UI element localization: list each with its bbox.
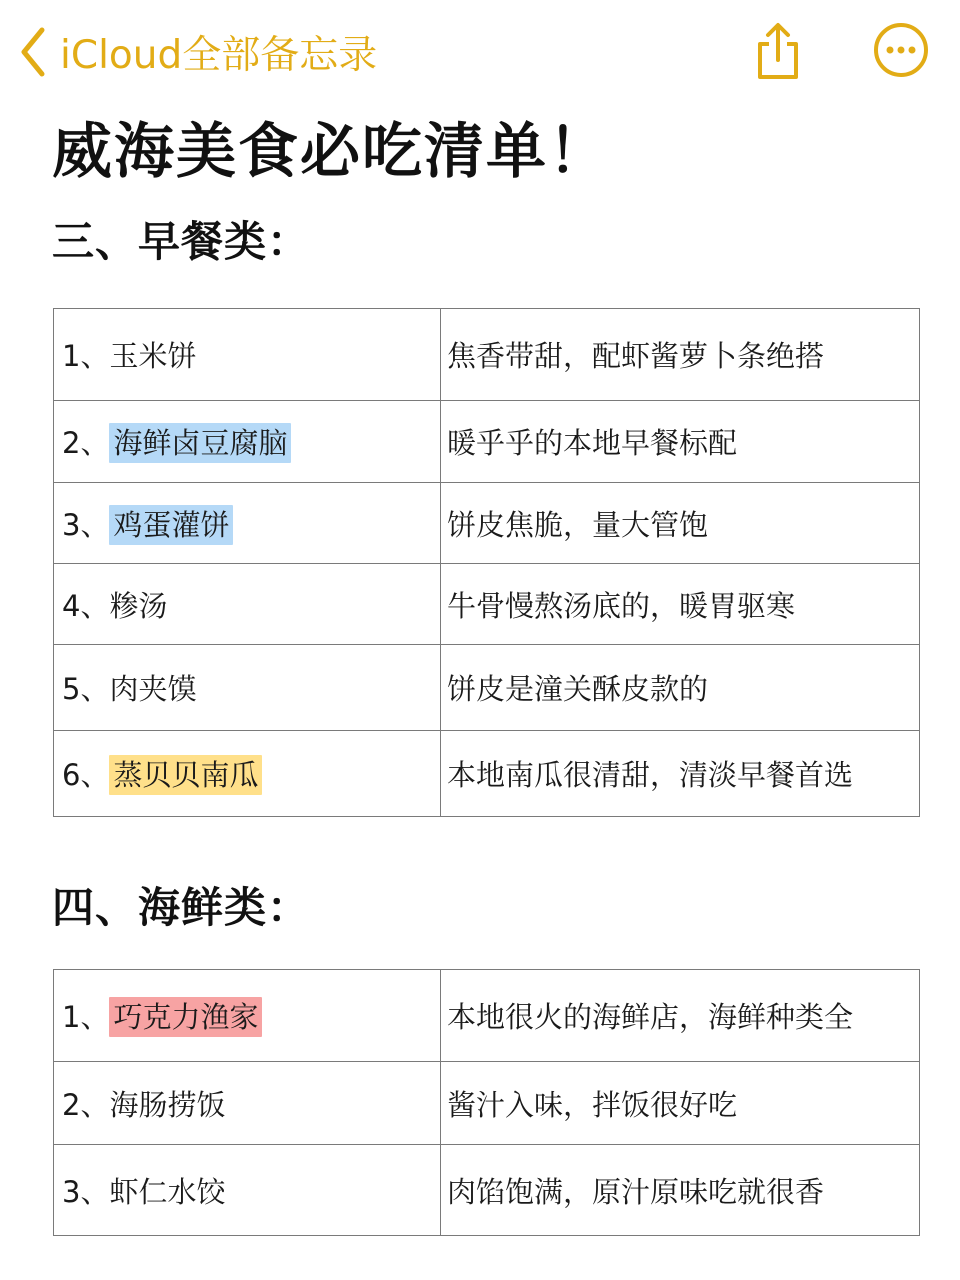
dish-description: 本地很火的海鲜店，海鲜种类全 bbox=[447, 1000, 854, 1034]
row-number: 2、 bbox=[62, 1087, 110, 1122]
chevron-left-icon bbox=[18, 26, 48, 78]
row-number: 1、 bbox=[62, 339, 110, 373]
table-cell-desc[interactable] bbox=[441, 970, 920, 1062]
back-label: iCloud全部备忘录 bbox=[60, 33, 378, 78]
note-title[interactable]: 威海美食必吃清单！ bbox=[52, 117, 610, 187]
dish-description: 暖乎乎的本地早餐标配 bbox=[447, 426, 738, 460]
back-button[interactable] bbox=[18, 24, 377, 80]
table-cell-desc[interactable] bbox=[441, 1145, 920, 1236]
table-cell-desc[interactable] bbox=[441, 483, 920, 564]
table-row bbox=[54, 970, 920, 1062]
dish-name: 蒸贝贝南瓜 bbox=[109, 755, 262, 795]
table-row bbox=[54, 564, 920, 645]
dish-name: 鸡蛋灌饼 bbox=[109, 505, 233, 545]
row-number: 1、 bbox=[62, 1000, 110, 1034]
more-button[interactable] bbox=[873, 22, 929, 78]
row-number: 5、 bbox=[62, 672, 110, 706]
dish-name: 海鲜卤豆腐脑 bbox=[109, 423, 291, 463]
navigation-bar bbox=[0, 0, 960, 110]
row-number: 3、 bbox=[62, 507, 110, 542]
table-cell-desc[interactable] bbox=[441, 564, 920, 645]
table-cell-desc[interactable] bbox=[441, 1062, 920, 1145]
dish-description: 焦香带甜，配虾酱萝卜条绝搭 bbox=[447, 339, 825, 373]
dish-description: 肉馅饱满，原汁原味吃就很香 bbox=[447, 1174, 825, 1209]
table-row bbox=[54, 645, 920, 731]
table-cell-desc[interactable] bbox=[441, 401, 920, 483]
table-cell-desc[interactable] bbox=[441, 731, 920, 817]
table-row bbox=[54, 401, 920, 483]
share-icon bbox=[752, 22, 804, 82]
table-row bbox=[54, 483, 920, 564]
dish-name: 糁汤 bbox=[109, 588, 168, 623]
table-cell-name[interactable] bbox=[54, 731, 441, 817]
table-cell-name[interactable] bbox=[54, 309, 441, 401]
row-number: 3、 bbox=[62, 1174, 110, 1209]
table-cell-name[interactable] bbox=[54, 483, 441, 564]
dish-description: 酱汁入味，拌饭很好吃 bbox=[447, 1087, 738, 1122]
dish-description: 牛骨慢熬汤底的，暖胃驱寒 bbox=[447, 588, 796, 623]
dish-name: 虾仁水饺 bbox=[109, 1174, 226, 1209]
breakfast-table bbox=[53, 308, 920, 817]
table-cell-name[interactable] bbox=[54, 1145, 441, 1236]
table-cell-name[interactable] bbox=[54, 564, 441, 645]
section-heading-breakfast[interactable]: 三、早餐类： bbox=[52, 217, 311, 266]
table-row bbox=[54, 309, 920, 401]
row-number: 6、 bbox=[62, 758, 110, 792]
share-button[interactable] bbox=[752, 22, 804, 82]
row-number: 4、 bbox=[62, 588, 110, 623]
table-row bbox=[54, 731, 920, 817]
dish-name: 玉米饼 bbox=[109, 339, 197, 373]
dish-name: 海肠捞饭 bbox=[109, 1087, 226, 1122]
row-number: 2、 bbox=[62, 426, 110, 460]
table-row bbox=[54, 1062, 920, 1145]
section-heading-seafood[interactable]: 四、海鲜类： bbox=[52, 883, 311, 932]
dish-description: 饼皮焦脆，量大管饱 bbox=[447, 507, 709, 542]
table-row bbox=[54, 1145, 920, 1236]
dish-description: 饼皮是潼关酥皮款的 bbox=[447, 672, 709, 706]
table-cell-name[interactable] bbox=[54, 1062, 441, 1145]
table-cell-name[interactable] bbox=[54, 970, 441, 1062]
dish-name: 巧克力渔家 bbox=[109, 997, 262, 1037]
table-cell-desc[interactable] bbox=[441, 645, 920, 731]
ellipsis-circle-icon bbox=[873, 22, 929, 78]
table-cell-desc[interactable] bbox=[441, 309, 920, 401]
table-cell-name[interactable] bbox=[54, 645, 441, 731]
seafood-table bbox=[53, 969, 920, 1236]
dish-name: 肉夹馍 bbox=[109, 672, 197, 706]
dish-description: 本地南瓜很清甜，清淡早餐首选 bbox=[447, 758, 854, 792]
table-cell-name[interactable] bbox=[54, 401, 441, 483]
